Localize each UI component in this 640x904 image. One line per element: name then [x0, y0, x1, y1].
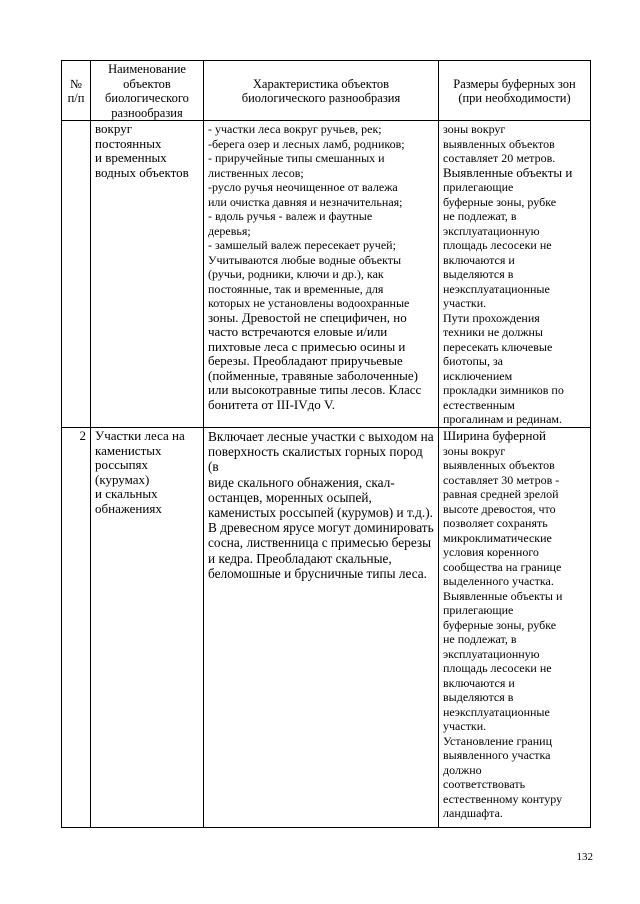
- row-characteristic-line: бонитета от III-IVдо V.: [208, 397, 335, 413]
- row-buffer-line: Выявленные объекты и: [443, 588, 563, 603]
- row-buffer-line: составляет 30 метров -: [443, 472, 560, 487]
- row-buffer-line: участки.: [443, 719, 487, 733]
- row-buffer-line: Пути прохождения: [443, 310, 540, 325]
- row-buffer-line: не подлежат, в: [443, 632, 517, 646]
- row-buffer: [439, 428, 591, 828]
- row-buffer-line: условия коренного: [443, 545, 539, 559]
- row-buffer-line: биотопы, за: [443, 354, 504, 368]
- row-buffer-line: прилегающие: [443, 603, 514, 617]
- row-characteristic-line: или высокотравные типы лесов. Класс: [208, 382, 422, 398]
- header-row: [62, 61, 591, 121]
- row-buffer-line: эксплуатационную: [443, 223, 540, 238]
- row-buffer-line: техники не должны: [443, 325, 543, 339]
- row-characteristic-line: или очистка давняя и незначительная;: [208, 194, 403, 209]
- row-name-line: вокруг постоянных: [95, 121, 162, 151]
- row-name-line: водных объектов: [95, 164, 189, 180]
- row-buffer-line: позволяет сохранять: [443, 516, 548, 530]
- header-name-line: разнообразия: [111, 105, 183, 120]
- row-buffer-line: равная средней зрелой: [443, 487, 559, 501]
- row-buffer-line: выявленного участка: [443, 748, 551, 762]
- row-characteristic-line: и кедра. Преобладают скальные,: [208, 550, 392, 566]
- row-buffer-line: должно: [443, 762, 482, 777]
- biodiversity-table: [61, 60, 591, 828]
- row-characteristic-line: - замшелый валеж пересекает ручей;: [208, 238, 396, 252]
- row-buffer: [439, 121, 591, 428]
- row-buffer-line: естественным: [443, 397, 515, 412]
- row-name-line: россыпях (курумах): [95, 457, 150, 487]
- row-buffer-line: включаются и: [443, 675, 515, 690]
- row-buffer-line: Выявленные объекты и: [443, 164, 573, 180]
- row-buffer-line: высоте древостоя, что: [443, 501, 556, 516]
- row-characteristic-line: останцев, моренных осыпей,: [208, 489, 372, 505]
- header-buffer-line: Размеры буферных зон: [453, 76, 576, 91]
- row-buffer-line: участки.: [443, 296, 487, 310]
- row-buffer-line: естественному контуру: [443, 791, 563, 806]
- row-characteristic-line: В древесном ярусе могут доминировать: [208, 520, 434, 536]
- row-buffer-line: выделенного участка.: [443, 574, 554, 588]
- row-characteristic-line: березы. Преобладают приручьевые: [208, 353, 403, 369]
- header-name-line: объектов: [123, 76, 171, 91]
- row-buffer-line: неэксплуатационные: [443, 704, 550, 719]
- row-characteristic-line: виде скального обнажения, скал-: [208, 474, 395, 490]
- row-name-line: обнажениях: [95, 500, 162, 516]
- row-buffer-line: выявленных объектов: [443, 458, 555, 472]
- header-characteristic: [204, 61, 439, 121]
- header-name: [91, 61, 204, 121]
- row-buffer-line: ландшафта.: [443, 806, 503, 820]
- row-buffer-line: зоны вокруг: [443, 443, 506, 458]
- row-buffer-line: прилегающие: [443, 180, 514, 194]
- row-characteristic-line: каменистых россыпей (курумов) и т.д.).: [208, 505, 433, 521]
- row-buffer-line: прокладки зимников по: [443, 383, 564, 397]
- row-buffer-line: площадь лесосеки не: [443, 661, 552, 675]
- row-name: [91, 428, 204, 828]
- header-buffer: [439, 61, 591, 121]
- row-characteristic-line: поверхность скалистых горных пород (в: [208, 444, 423, 475]
- row-buffer-line: выделяются в: [443, 690, 514, 704]
- row-buffer-line: эксплуатационную: [443, 646, 540, 661]
- row-buffer-line: зоны вокруг: [443, 122, 506, 136]
- table-row: [62, 428, 591, 828]
- row-characteristic-line: лиственных лесов;: [208, 165, 304, 180]
- row-characteristic-line: беломошные и брусничные типы леса.: [208, 565, 427, 581]
- row-characteristic-line: - приручейные типы смешанных и: [208, 151, 385, 165]
- row-characteristic-line: деревья;: [208, 223, 251, 238]
- row-buffer-line: прогалинам и рединам.: [443, 412, 562, 426]
- row-characteristic-line: (пойменные, травяные заболоченные): [208, 367, 418, 383]
- row-buffer-line: не подлежат, в: [443, 209, 517, 223]
- row-buffer-line: сообщества на границе: [443, 559, 562, 574]
- header-num-line: №: [70, 76, 82, 91]
- row-buffer-line: Установление границ: [443, 733, 553, 748]
- row-buffer-line: включаются и: [443, 252, 515, 267]
- header-characteristic-line: биологического разнообразия: [241, 91, 401, 105]
- row-buffer-line: буферные зоны, рубке: [443, 194, 557, 209]
- row-buffer-line: составляет 20 метров.: [443, 151, 556, 165]
- row-characteristic-line: сосна, лиственница с примесью березы: [208, 535, 432, 551]
- row-buffer-line: буферные зоны, рубке: [443, 617, 557, 632]
- page-number: 132: [576, 851, 593, 863]
- header-num: [62, 61, 91, 121]
- row-buffer-line: микроклиматические: [443, 530, 552, 545]
- row-characteristic-line: часто встречаются еловые и/или: [208, 324, 388, 340]
- row-characteristic-line: - вдоль ручья - валеж и фаутные: [208, 209, 373, 223]
- row-buffer-line: выявленных объектов: [443, 136, 555, 151]
- row-name-line: Участки леса на: [95, 428, 185, 443]
- row-characteristic-line: которых не установлены водоохранные: [208, 296, 410, 310]
- row-characteristic-line: (ручьи, родники, ключи и др.), как: [208, 267, 384, 281]
- header-buffer-line: (при необходимости): [458, 91, 571, 105]
- header-name-line: Наименование: [108, 62, 186, 76]
- row-characteristic: [204, 428, 439, 828]
- row-name-line: каменистых: [95, 442, 162, 458]
- table-row: [62, 121, 591, 428]
- row-buffer-line: неэксплуатационные: [443, 281, 550, 296]
- row-characteristic-line: постоянные, так и временные, для: [208, 281, 384, 296]
- row-buffer-line: пересекать ключевые: [443, 339, 553, 354]
- row-buffer-line: исключением: [443, 368, 513, 383]
- row-characteristic-line: -берега озер и лесных ламб, родников;: [208, 136, 405, 151]
- row-buffer-line: Ширина буферной: [443, 428, 546, 443]
- header-characteristic-line: Характеристика объектов: [252, 76, 390, 91]
- header-name-line: биологического: [105, 91, 189, 105]
- row-num: [62, 121, 91, 428]
- row-characteristic-line: Учитываются любые водные объекты: [208, 252, 402, 267]
- row-characteristic-line: Включает лесные участки с выходом на: [208, 429, 434, 444]
- row-characteristic-line: зоны. Древостой не специфичен, но: [208, 309, 407, 325]
- row-characteristic-line: - участки леса вокруг ручьев, рек;: [208, 122, 382, 136]
- row-name-line: и скальных: [95, 486, 158, 501]
- row-characteristic: [204, 121, 439, 428]
- row-name: [91, 121, 204, 428]
- header-num-line: п/п: [67, 91, 85, 105]
- row-num: 2: [62, 428, 91, 828]
- row-characteristic-line: -русло ручья неочищенное от валежа: [208, 180, 398, 194]
- row-buffer-line: выделяются в: [443, 267, 514, 281]
- row-name-line: и временных: [95, 150, 167, 165]
- row-buffer-line: соответствовать: [443, 777, 526, 791]
- row-characteristic-line: пихтовые леса с примесью осины и: [208, 338, 406, 354]
- row-buffer-line: площадь лесосеки не: [443, 238, 552, 252]
